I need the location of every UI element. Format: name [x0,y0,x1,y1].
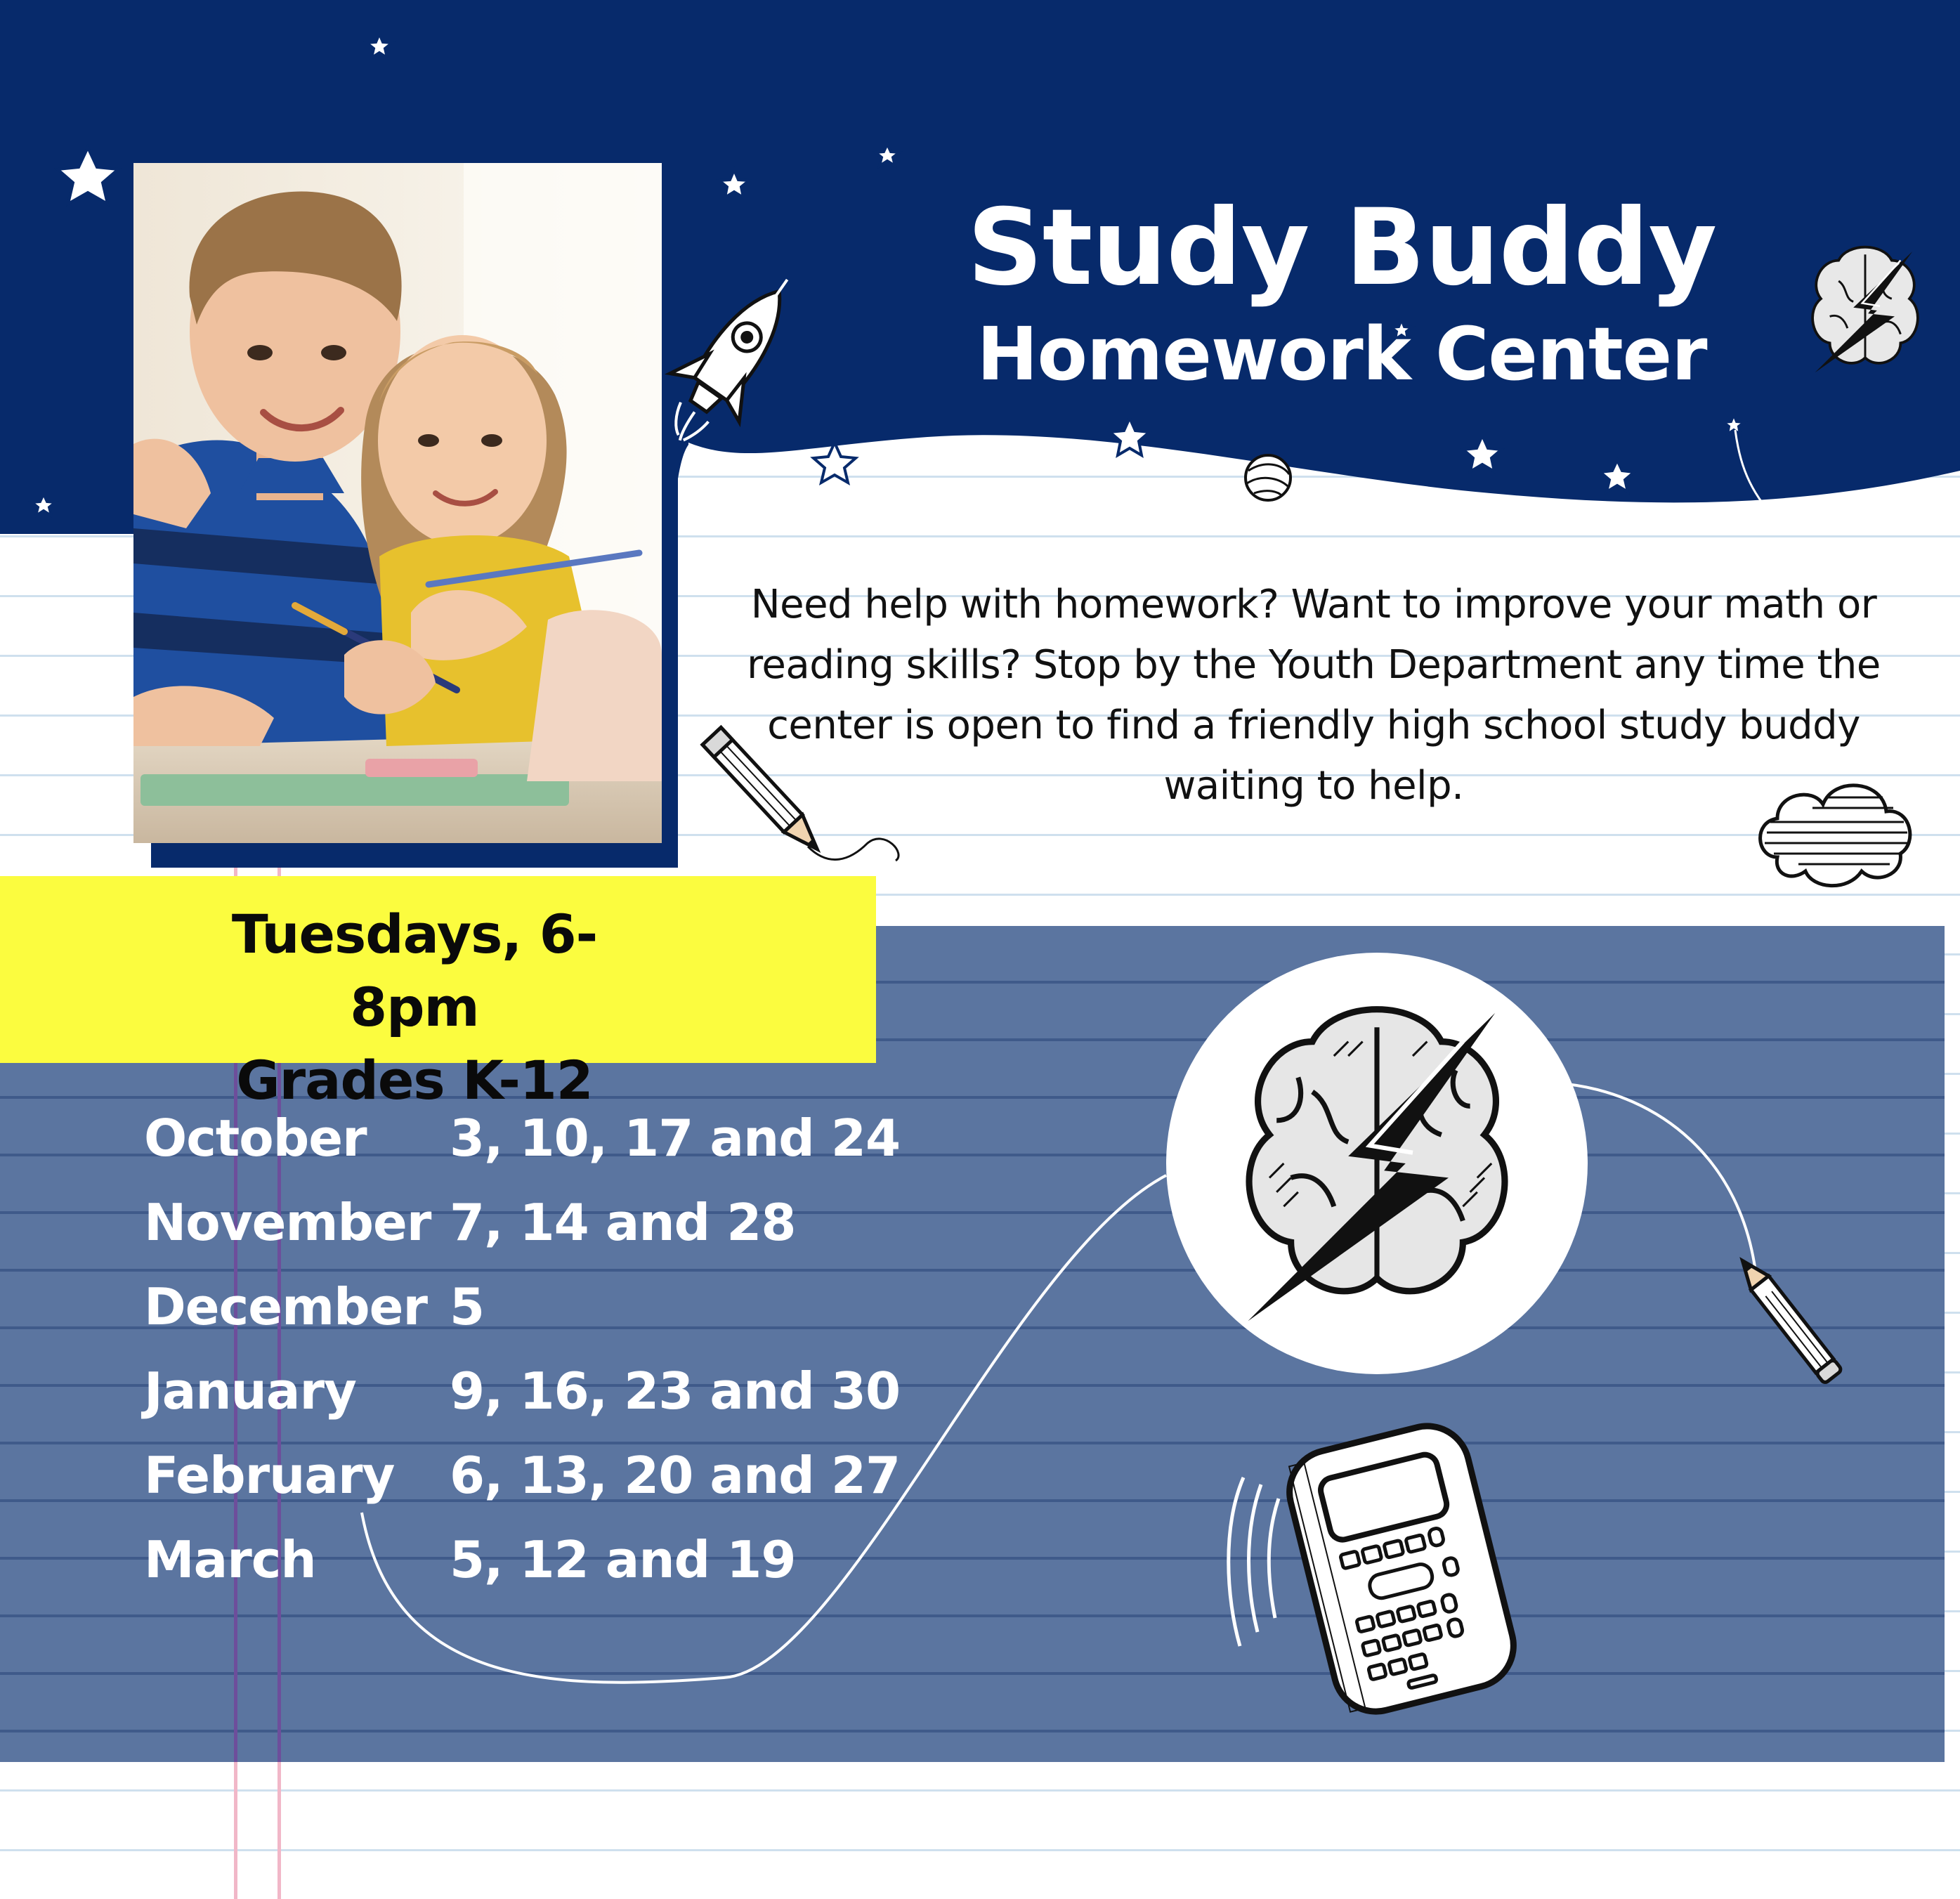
star-icon [1600,460,1634,492]
schedule-month: January [144,1362,356,1421]
schedule-row [144,1433,917,1518]
star-icon [1463,436,1501,471]
star-icon [32,494,55,516]
schedule-month: March [144,1530,316,1589]
calculator-icon [1188,1417,1522,1743]
pencil-icon [1734,1254,1843,1384]
schedule-dates: 6, 13, 20 and 27 [450,1446,901,1505]
schedule-dates: 5 [450,1277,485,1336]
schedule-dates: 5, 12 and 19 [450,1530,796,1589]
schedule-dates: 7, 14 and 28 [450,1193,796,1252]
hours-grades: Grades K-12 [236,1049,593,1111]
star-icon [875,144,899,166]
schedule-month: December [144,1277,428,1336]
page-title [906,188,1777,400]
hours-info [169,898,660,1117]
star-icon [814,443,856,483]
schedule-row [144,1518,917,1602]
intro-paragraph: Need help with homework? Want to improve your math or reading skills? Stop by the Youth Department any time the center is open to find a friendly high school study buddy waiting to help. [747,582,1881,809]
star-icon [58,148,118,204]
title-line-2: Homework Center [976,311,1707,397]
schedule-row [144,1180,917,1265]
title-line-1: Study Buddy [967,187,1717,309]
rocket-icon [642,256,822,462]
schedule-row [144,1349,917,1433]
schedule-row [144,1265,917,1349]
schedule-dates: 3, 10, 17 and 24 [450,1109,901,1168]
schedule-month: October [144,1109,367,1168]
hours-day-time: Tuesdays, 6-8pm [231,903,598,1038]
brain-lightning-icon [1812,247,1918,373]
schedule-dates: 9, 16, 23 and 30 [450,1362,901,1421]
schedule-month: February [144,1446,395,1505]
schedule-month: November [144,1193,431,1252]
star-icon [719,170,749,197]
star-icon [1723,415,1744,434]
star-icon [367,34,392,58]
planet-icon [1236,455,1291,506]
schedule-list [144,1096,917,1602]
schedule-row [144,1096,917,1180]
